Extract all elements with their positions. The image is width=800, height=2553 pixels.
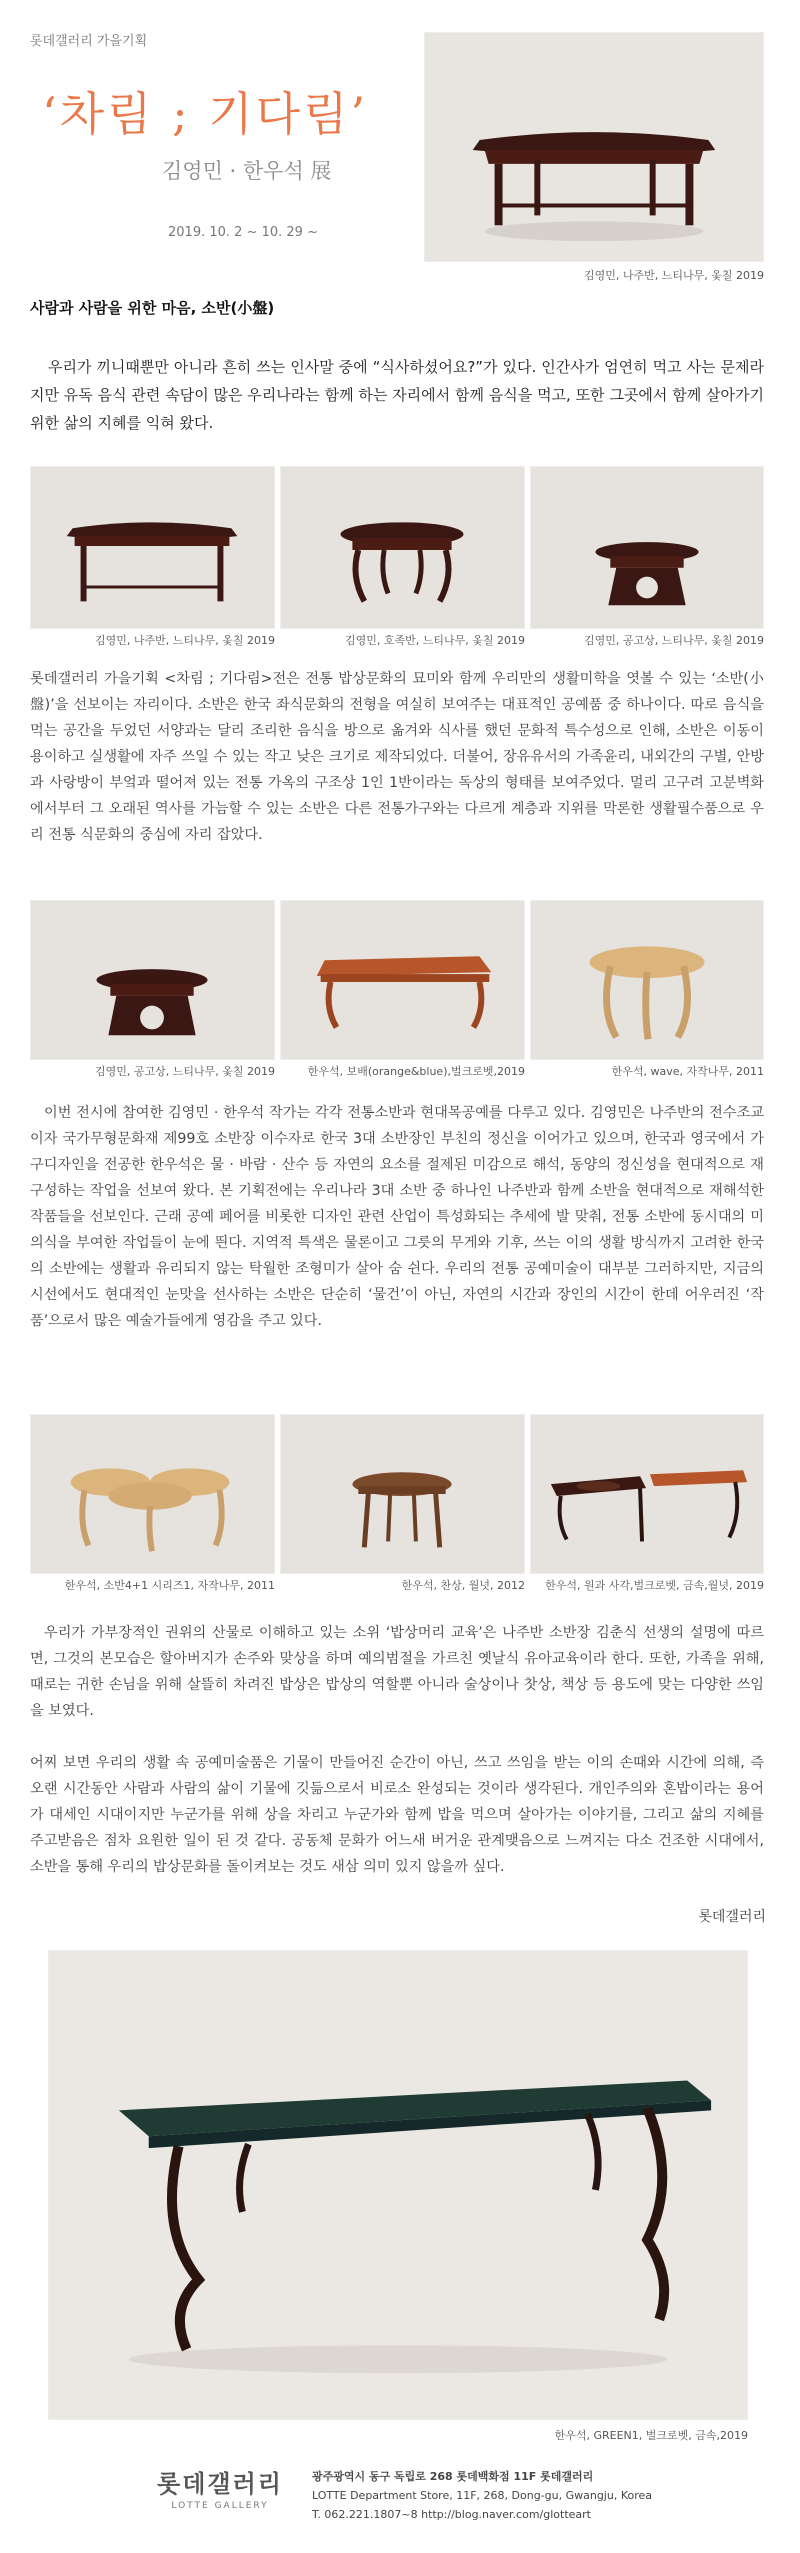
footer-contact xyxy=(312,2467,652,2524)
row3-photo-1 xyxy=(30,1414,275,1574)
logo-english: LOTTE GALLERY xyxy=(171,2501,269,2511)
row2-photo-3 xyxy=(530,900,764,1060)
row1-photo-3 xyxy=(530,466,764,629)
row1-caption-1: 김영민, 나주반, 느티나무, 옻칠 2019 xyxy=(95,634,275,647)
row3-caption-1: 한우석, 소반4+1 시리즈1, 자작나무, 2011 xyxy=(64,1579,275,1592)
footer-address-ko: 광주광역시 동구 독립로 268 롯데백화점 11F 롯데갤러리 xyxy=(312,2470,594,2483)
gallery-signature: 롯데갤러리 xyxy=(698,1909,766,1925)
paragraph-4: 어찌 보면 우리의 생활 속 공예미술품은 기물이 만들어진 순간이 아닌, 쓰고 쓰임을 받는 이의 손때와 시간에 의해, 즉 오랜 시간동안 사람과 사람의 삶이 기물에 깃듦으로서 비로소 완성되는 것이라 생각된다. 개인주의와 혼밥이라는 용어가 대세인 시대이지만 누군가를 위해 상을 차리고 누군가와 함께 밥을 먹으며 살아가는 이야기를, 그리고 삶의 지혜를 주고받음은 점차 요원한 일이 된 것 같다. 공동체 문화가 어느새 버거운 관계맺음으로 느껴지는 다소 건조한 시대에서, 소반을 통해 우리의 밥상문화를 돌이켜보는 것도 새삼 의미 있지 않을까 싶다. xyxy=(30,1755,764,1875)
row2-photo-1 xyxy=(30,900,275,1060)
exhibition-title: ‘차림 ; 기다림’ xyxy=(42,87,369,141)
row2-photo-2 xyxy=(280,900,525,1060)
row1-caption-2: 김영민, 호족반, 느티나무, 옻칠 2019 xyxy=(345,634,525,647)
row3-caption-3: 한우석, 원과 사각,벌크로벳, 금속,월넛, 2019 xyxy=(545,1579,764,1592)
row1-photo-2 xyxy=(280,466,525,629)
row2-caption-2: 한우석, 보배(orange&blue),벌크로벳,2019 xyxy=(307,1065,525,1078)
section-heading: 사람과 사람을 위한 마음, 소반(小盤) xyxy=(30,299,275,317)
paragraph-1: 롯데갤러리 가을기획 <차림 ; 기다림>전은 전통 밥상문화의 묘미와 함께 우리만의 생활미학을 엿볼 수 있는 ‘소반(小盤)’을 선보이는 자리이다. 소반은 한국 좌식문화의 전형을 여실히 보여주는 대표적인 공예품 중 하나이다. 따로 음식을 먹는 공간을 두었던 서양과는 달리 조리한 음식을 방으로 옮겨와 식사를 했던 문화적 특수성으로 인해, 소반은 이동이 용이하고 실생활에 자주 쓰일 수 있는 작고 낮은 크기로 제작되었다. 더불어, 장유유서의 가족윤리, 내외간의 구별, 안방과 사랑방이 부엌과 떨어져 있는 전통 가옥의 구조상 1인 1반이라는 독상의 형태를 보여주었다. 멀리 고구려 고분벽화에서부터 그 오래된 역사를 가늠할 수 있는 소반은 다른 전통가구와는 다르게 계층과 지위를 막론한 생활필수품으로 우리 전통 식문화의 중심에 자리 잡았다. xyxy=(30,671,764,843)
exhibition-artists: 김영민 · 한우석 展 xyxy=(162,159,332,183)
row2-caption-3: 한우석, wave, 자작나무, 2011 xyxy=(611,1065,764,1078)
exhibition-eyebrow: 롯데갤러리 가을기획 xyxy=(30,34,148,49)
hero-photo-caption: 김영민, 나주반, 느티나무, 옻칠 2019 xyxy=(584,269,764,282)
footer-address-en: LOTTE Department Store, 11F, 268, Dong-gu, Gwangju, Korea xyxy=(312,2489,653,2502)
lotte-gallery-logo xyxy=(150,2464,290,2511)
logo-korean: 롯데갤러리 xyxy=(157,2470,283,2498)
row3-photo-2 xyxy=(280,1414,525,1574)
large-photo-green1 xyxy=(48,1950,748,2420)
row3-photo-3 xyxy=(530,1414,764,1574)
paragraph-2: 이번 전시에 참여한 김영민 · 한우석 작가는 각각 전통소반과 현대목공예를 다루고 있다. 김영민은 나주반의 전수조교이자 국가무형문화재 제99호 소반장 이수자로 한국 3대 소반장인 부친의 정신을 이어가고 있으며, 한국과 영국에서 가구디자인을 전공한 한우석은 물 · 바람 · 산수 등 자연의 요소를 절제된 미감으로 해석, 동양의 정신성을 현대적으로 재구성하는 작업을 선보여 왔다. 본 기획전에는 우리나라 3대 소반 중 하나인 나주반과 함께 소반을 현대적으로 재해석한 작품들을 선보인다. 근래 공예 페어를 비롯한 디자인 관련 산업이 특성화되는 추세에 발 맞춰, 전통 소반에 동시대의 미의식을 부여한 작업들이 눈에 띈다. 지역적 특색은 물론이고 그릇의 무게와 기후, 쓰는 이의 생활 방식까지 고려한 한국의 소반에는 생활과 유리되지 않는 탁월한 조형미가 살아 숨 쉰다. 우리의 전통 공예미술이 대부분 그러하지만, 지금의 시선에서도 현대적인 눈맛을 선사하는 소반은 단순히 ‘물건’이 아닌, 자연의 시간과 장인의 시간이 한데 어우러진 ‘작품’으로서 많은 예술가들에게 영감을 주고 있다. xyxy=(30,1105,764,1329)
footer-phone-blog[interactable]: T. 062.221.1807~8 http://blog.naver.com/glotteart xyxy=(312,2508,591,2521)
intro-paragraph: 우리가 끼니때뿐만 아니라 흔히 쓰는 인사말 중에 “식사하셨어요?”가 있다. 인간사가 엄연히 먹고 사는 문제라지만 유독 음식 관련 속담이 많은 우리나라는 함께 하는 자리에서 함께 음식을 먹고, 또한 그곳에서 함께 살아가기 위한 삶의 지혜를 익혀 왔다. xyxy=(30,358,764,432)
row3-caption-2: 한우석, 찬상, 월넛, 2012 xyxy=(401,1579,525,1592)
exhibition-dates: 2019. 10. 2 ~ 10. 29 ~ xyxy=(168,225,318,240)
hero-photo-najuban xyxy=(424,32,764,262)
paragraph-3: 우리가 가부장적인 권위의 산물로 이해하고 있는 소위 ‘밥상머리 교육’은 나주반 소반장 김춘식 선생의 설명에 따르면, 그것의 본모습은 할아버지가 손주와 맞상을 하며 예의범절을 가르친 옛날식 유아교육이라 한다. 또한, 가족을 위해, 때로는 귀한 손님을 위해 살뜰히 차려진 밥상은 밥상의 역할뿐 아니라 술상이나 찻상, 책상 등 용도에 맞는 다양한 쓰임을 보였다. xyxy=(30,1625,764,1719)
row2-caption-1: 김영민, 공고상, 느티나무, 옻칠 2019 xyxy=(95,1065,275,1078)
row1-photo-1 xyxy=(30,466,275,629)
row1-caption-3: 김영민, 공고상, 느티나무, 옻칠 2019 xyxy=(584,634,764,647)
large-photo-caption: 한우석, GREEN1, 벌크로벳, 금속,2019 xyxy=(554,2429,748,2442)
